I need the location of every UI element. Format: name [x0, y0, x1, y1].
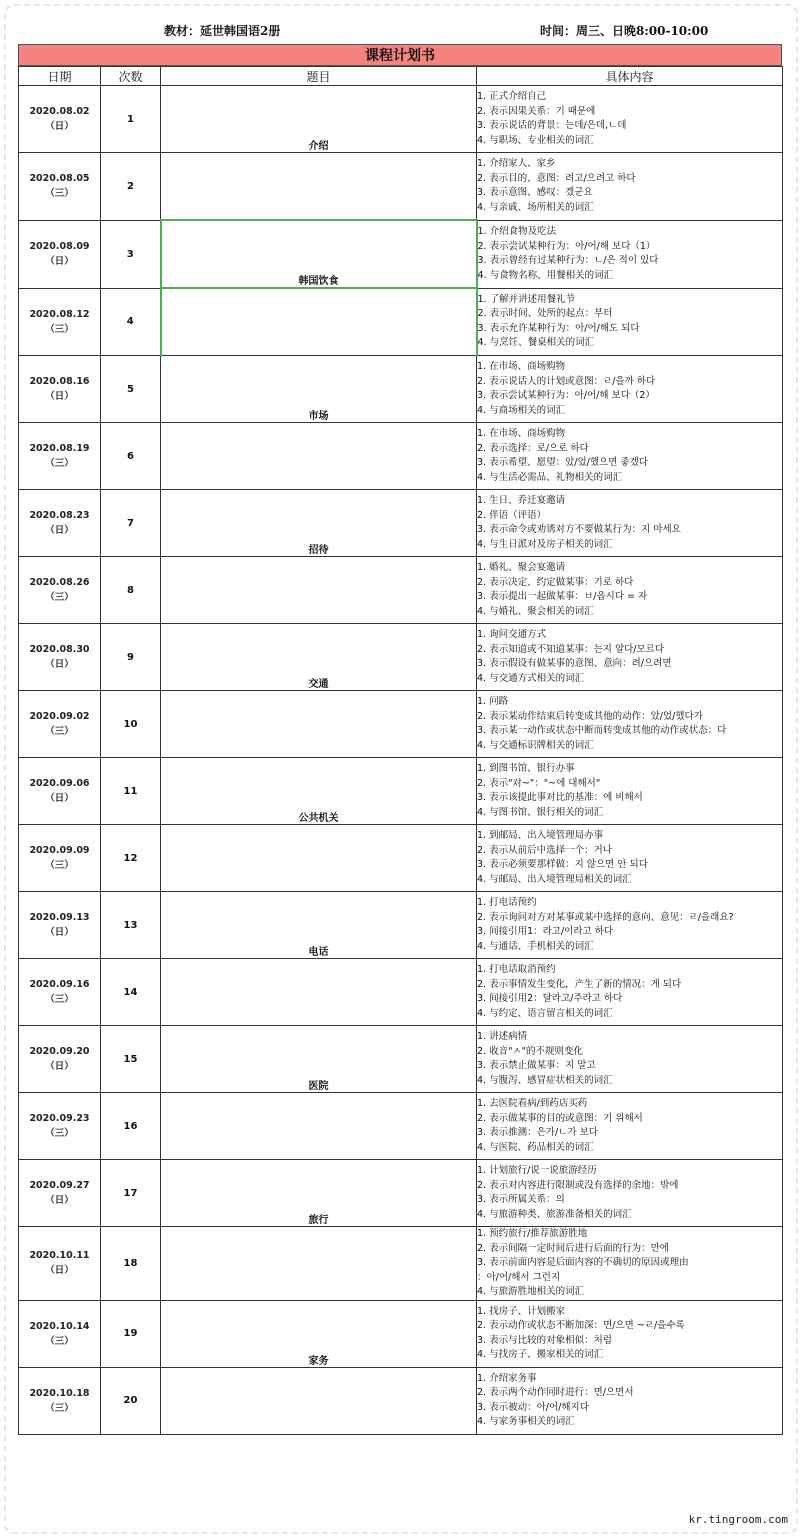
content-line: 3. 表示推测：은가/ㄴ가 보다 [477, 1127, 598, 1138]
date-cell [19, 1300, 101, 1367]
date-cell [19, 1093, 101, 1160]
date-cell [19, 86, 101, 153]
content-line: 2. 表示知道或不知道某事：는지 알다/모르다 [477, 643, 665, 655]
content-line: 3. 表示假设有做某事的意图、意向：려/으려면 [477, 658, 672, 669]
content-line: 2. 表示事情发生变化，产生了新的情况：게 되다 [477, 978, 682, 990]
content-line: 3. 表示命令或劝诱对方不要做某行为：지 마세요 [477, 524, 681, 535]
weekday-text: （日） [45, 659, 74, 670]
topic-cell [161, 356, 477, 423]
content-line: 1. 到邮局、出入境管理局办事 [477, 830, 604, 841]
date-cell [19, 356, 101, 423]
content-line: 1. 在市场、商场购物 [477, 428, 566, 439]
date-text: 2020.09.20 [29, 1046, 90, 1057]
weekday-text: （日） [45, 391, 74, 402]
topic-cell [161, 86, 477, 153]
content-line: 1. 询问交通方式 [477, 629, 547, 640]
topic-cell [161, 557, 477, 624]
content-line: 2. 表示说话人的计划或意图：ㄹ/을까 하다 [477, 375, 656, 387]
content-line: 2. 表示对内容进行限制或没有选择的余地：밖에 [477, 1179, 679, 1191]
content-line: 1. 到图书馆、银行办事 [477, 763, 575, 774]
content-line: 2. 伴语（评语） [477, 509, 547, 521]
content-cell [477, 825, 783, 892]
date-cell [19, 1160, 101, 1227]
table-row [19, 1367, 783, 1434]
weekday-text: （日） [45, 121, 74, 132]
topic-cell [161, 892, 477, 959]
content-line: 1. 找房子、计划搬家 [477, 1305, 566, 1317]
date-cell [19, 288, 101, 356]
content-line: 4. 与通话、手机相关的词汇 [477, 940, 594, 952]
content-line: 4. 与烹饪、餐桌相关的词汇 [477, 337, 595, 349]
content-line: 2. 表示两个动作同时进行：면/으면서 [477, 1387, 634, 1398]
date-cell [19, 825, 101, 892]
topic-cell [161, 1160, 477, 1227]
topic-text: 公共机关 [298, 813, 339, 824]
table-row [19, 1093, 783, 1160]
weekday-text: （三） [45, 860, 74, 871]
content-cell [477, 1093, 783, 1160]
content-line: 1. 正式介绍自己 [477, 91, 547, 102]
topic-cell [161, 423, 477, 490]
table-row [19, 288, 783, 356]
date-text: 2020.09.23 [29, 1113, 90, 1124]
date-cell [19, 959, 101, 1026]
page-header [0, 22, 800, 40]
content-line: 3. 表示被动：아/어/해지다 [477, 1401, 589, 1413]
date-text: 2020.08.09 [29, 241, 90, 252]
weekday-text: （三） [45, 188, 74, 200]
table-row [19, 557, 783, 624]
content-line: 4. 与旅游胜地相关的词汇 [477, 1286, 585, 1297]
content-line: 4. 与职场、专业相关的词汇 [477, 134, 594, 146]
weekday-text: （三） [45, 1128, 74, 1139]
weekday-text: （日） [45, 525, 74, 536]
weekday-text: （日） [45, 927, 74, 938]
date-cell [19, 1026, 101, 1093]
session-number: 19 [101, 1300, 161, 1367]
date-text: 2020.09.02 [29, 711, 90, 722]
content-line: 4. 与旅游种类、旅游准备相关的词汇 [477, 1208, 632, 1220]
weekday-text: （三） [45, 592, 74, 603]
textbook-label: 教材：延世韩国语2册 [164, 24, 281, 38]
topic-text: 韩国饮食 [298, 276, 339, 287]
content-line: 1. 生日、乔迁宴邀请 [477, 495, 566, 506]
content-line: 1. 去医院看病/到药店买药 [477, 1098, 588, 1109]
content-line: 4. 与交通方式相关的词汇 [477, 672, 585, 684]
date-cell [19, 490, 101, 557]
content-cell [477, 1160, 783, 1227]
session-number: 5 [101, 356, 161, 423]
content-line: 4. 与商场相关的词汇 [477, 404, 566, 416]
table-header-row [19, 67, 783, 86]
content-cell [477, 490, 783, 557]
content-line: 3. 表示前面内容是后面内容的不确切的原因或理由 [477, 1257, 689, 1268]
content-line: 1. 在市场、商场购物 [477, 361, 566, 372]
content-line: 3. 表示曾经有过某种行为：ㄴ/은 적이 있다 [477, 255, 659, 266]
content-line: 3. 表示与比较的对象相似：처럼 [477, 1334, 612, 1346]
content-line: 3. 表示提出一起做某事：ㅂ/읍시다 = 자 [477, 591, 648, 602]
content-cell [477, 86, 783, 153]
session-number: 18 [101, 1227, 161, 1301]
table-row [19, 624, 783, 691]
weekday-text: （日） [45, 1061, 74, 1072]
date-text: 2020.08.26 [29, 577, 90, 588]
topic-cell [161, 1300, 477, 1367]
content-line: 1. 预约旅行/推荐旅游胜地 [477, 1228, 588, 1239]
topic-cell [161, 1367, 477, 1434]
content-cell [477, 423, 783, 490]
content-line: 3. 表示所属关系：의 [477, 1194, 565, 1205]
weekday-text: （三） [45, 726, 74, 737]
content-cell [477, 356, 783, 423]
topic-cell [161, 825, 477, 892]
content-line: 3. 表示说话的背景：는데/은데,ㄴ데 [477, 120, 627, 131]
session-number: 15 [101, 1026, 161, 1093]
session-number: 17 [101, 1160, 161, 1227]
topic-cell [161, 220, 477, 288]
topic-cell [161, 490, 477, 557]
content-line: 4. 与亲戚、场所相关的词汇 [477, 201, 594, 213]
topic-text: 招待 [308, 545, 329, 556]
content-line: 1. 打电话预约 [477, 897, 537, 908]
session-number: 14 [101, 959, 161, 1026]
content-line: 2. 表示尝试某种行为：아/어/해 보다（1） [477, 240, 656, 252]
content-line: 3. 间接引用2：달라고/주라고 하다 [477, 993, 623, 1004]
content-line: 1. 问路 [477, 696, 509, 707]
content-line: 4. 与医院、药品相关的词汇 [477, 1141, 594, 1153]
table-row [19, 153, 783, 221]
date-cell [19, 423, 101, 490]
session-number: 6 [101, 423, 161, 490]
date-cell [19, 1367, 101, 1434]
weekday-text: （日） [45, 793, 74, 804]
content-line: 4. 与约定、语言留言相关的词汇 [477, 1007, 613, 1019]
date-cell [19, 691, 101, 758]
col-header-count: 次数 [101, 67, 161, 86]
date-cell [19, 153, 101, 221]
date-text: 2020.10.14 [29, 1320, 90, 1332]
table-row [19, 892, 783, 959]
date-text: 2020.08.05 [29, 173, 90, 185]
table-row [19, 490, 783, 557]
session-number: 12 [101, 825, 161, 892]
topic-text: 介绍 [308, 141, 329, 152]
session-number: 20 [101, 1367, 161, 1434]
content-line: 2. 表示某动作结束后转变成其他的动作：았/었/했다가 [477, 710, 703, 722]
content-line: 3. 间接引用1：라고/이라고 하다 [477, 926, 614, 937]
content-cell [477, 959, 783, 1026]
date-text: 2020.09.13 [29, 912, 90, 923]
date-cell [19, 557, 101, 624]
table-row [19, 1160, 783, 1227]
content-line: 3. 表示禁止做某事：지 말고 [477, 1060, 596, 1071]
content-line: 3. 表示希望、愿望：았/었/했으면 좋겠다 [477, 457, 648, 468]
content-line: 4. 与图书馆、银行相关的词汇 [477, 806, 604, 818]
topic-cell [161, 288, 477, 356]
weekday-text: （三） [45, 1402, 74, 1414]
content-line: 3. 表示该提此事对比的基准：에 비해서 [477, 792, 643, 803]
content-cell [477, 892, 783, 959]
date-text: 2020.10.18 [29, 1387, 90, 1399]
table-body [19, 86, 783, 1435]
session-number: 4 [101, 288, 161, 356]
date-cell [19, 624, 101, 691]
table-row [19, 423, 783, 490]
table-row [19, 1227, 783, 1301]
date-text: 2020.08.23 [29, 510, 90, 521]
topic-text: 旅行 [308, 1215, 329, 1226]
content-line: 1. 介绍食物及吃法 [477, 226, 557, 237]
date-text: 2020.08.30 [29, 644, 90, 655]
course-plan-table [18, 66, 783, 1435]
topic-cell [161, 1093, 477, 1160]
weekday-text: （日） [45, 1265, 74, 1277]
session-number: 13 [101, 892, 161, 959]
table-row [19, 691, 783, 758]
table-row [19, 825, 783, 892]
content-line: 4. 与家务事相关的词汇 [477, 1416, 575, 1427]
content-line: 3. 表示意图、感叹：겠군요 [477, 187, 593, 199]
content-line: 2. 表示"对~"："~에 대해서" [477, 777, 601, 789]
content-line: 1. 介绍家人、家乡 [477, 158, 556, 170]
session-number: 8 [101, 557, 161, 624]
date-text: 2020.08.12 [29, 308, 90, 320]
topic-cell [161, 153, 477, 221]
content-line: 1. 介绍家务事 [477, 1372, 537, 1384]
content-cell [477, 1227, 783, 1301]
date-text: 2020.09.06 [29, 778, 90, 789]
date-text: 2020.09.27 [29, 1180, 90, 1191]
content-line: 2. 表示间隔一定时间后进行后面的行为：만에 [477, 1242, 669, 1254]
content-line: 2. 表示因果关系：기 때문에 [477, 105, 596, 117]
content-line: 4. 与邮局、出入境管理局相关的词汇 [477, 873, 632, 885]
content-line: 3. 表示尝试某种行为：아/어/해 보다（2） [477, 390, 655, 401]
content-line: 1. 婚礼、聚会宴邀请 [477, 562, 566, 573]
content-line: 2. 表示动作或状态不断加深：면/으면 ~ㄹ/을수록 [477, 1320, 685, 1331]
topic-cell [161, 1227, 477, 1301]
content-cell [477, 758, 783, 825]
topic-cell [161, 1026, 477, 1093]
topic-cell [161, 624, 477, 691]
col-header-content: 具体内容 [477, 67, 783, 86]
content-line: 2. 表示选择：로/으로 하다 [477, 442, 589, 454]
content-line: 2. 表示决定、约定做某事：기로 하다 [477, 576, 634, 588]
date-text: 2020.09.09 [29, 845, 90, 856]
date-text: 2020.08.19 [29, 443, 90, 454]
content-cell [477, 624, 783, 691]
content-line: 4. 与生日派对及房子相关的词汇 [477, 538, 613, 550]
topic-text: 电话 [308, 947, 329, 958]
content-line: 3. 表示某一动作或状态中断而转变成其他的动作或状态：다 [477, 725, 727, 736]
content-cell [477, 153, 783, 221]
date-text: 2020.10.11 [29, 1250, 90, 1262]
weekday-text: （三） [45, 1335, 74, 1347]
weekday-text: （日） [45, 256, 74, 267]
content-line: 4. 与腹泻、感冒症状相关的词汇 [477, 1074, 613, 1086]
table-row [19, 758, 783, 825]
session-number: 7 [101, 490, 161, 557]
weekday-text: （三） [45, 323, 74, 335]
content-line: 2. 表示时间、处所的起点：부터 [477, 308, 613, 320]
col-header-date: 日期 [19, 67, 101, 86]
table-row [19, 220, 783, 288]
content-cell [477, 220, 783, 288]
content-line: 2. 表示询问对方对某事或某中选择的意向、意见：ㄹ/을래요? [477, 911, 734, 923]
session-number: 11 [101, 758, 161, 825]
topic-cell [161, 959, 477, 1026]
topic-text: 市场 [308, 411, 329, 422]
date-text: 2020.08.16 [29, 376, 90, 387]
col-header-topic: 题目 [161, 67, 477, 86]
content-line: 4. 与交通标识牌相关的词汇 [477, 739, 594, 751]
session-number: 1 [101, 86, 161, 153]
date-cell [19, 892, 101, 959]
weekday-text: （日） [45, 1195, 74, 1206]
date-cell [19, 220, 101, 288]
table-row [19, 86, 783, 153]
content-line: 3. 表示允许某种行为：아/어/해도 되다 [477, 322, 640, 334]
content-line: 4. 与生活必需品、礼物相关的词汇 [477, 471, 623, 483]
table-row [19, 959, 783, 1026]
content-line: 1. 打电话取消预约 [477, 964, 556, 975]
date-cell [19, 1227, 101, 1301]
session-number: 3 [101, 220, 161, 288]
session-number: 16 [101, 1093, 161, 1160]
table-row [19, 1300, 783, 1367]
session-number: 10 [101, 691, 161, 758]
content-line: 3. 表示必须要那样做：지 않으면 안 되다 [477, 859, 648, 870]
content-cell [477, 1026, 783, 1093]
content-line: 4. 与找房子、搬家相关的词汇 [477, 1349, 604, 1360]
date-text: 2020.09.16 [29, 979, 90, 990]
content-line: 2. 表示做某事的目的或意图：기 위해서 [477, 1112, 643, 1124]
watermark: kr.tingroom.com [688, 1513, 788, 1526]
content-line: 2. 收音"ㅅ"的不规则变化 [477, 1045, 584, 1057]
content-cell [477, 691, 783, 758]
content-line: 1. 了解并讲述用餐礼节 [477, 293, 576, 305]
topic-cell [161, 691, 477, 758]
date-text: 2020.08.02 [29, 106, 90, 117]
table-row [19, 356, 783, 423]
content-line: 2. 表示从前后中选择一个：거나 [477, 844, 612, 856]
content-line: 4. 与食物名称、用餐相关的词汇 [477, 269, 614, 281]
schedule-time-label: 时间：周三、日晚8:00-10:00 [540, 24, 709, 38]
topic-text: 交通 [308, 679, 329, 690]
content-line: 2. 表示目的、意图：려고/으려고 하다 [477, 172, 636, 184]
topic-text: 家务 [308, 1355, 329, 1367]
weekday-text: （三） [45, 994, 74, 1005]
topic-cell [161, 758, 477, 825]
content-line: ：아/어/해서 그런지 [477, 1271, 561, 1283]
weekday-text: （三） [45, 458, 74, 469]
table-row [19, 1026, 783, 1093]
plan-title: 课程计划书 [18, 44, 782, 66]
content-cell [477, 557, 783, 624]
date-cell [19, 758, 101, 825]
content-cell [477, 1367, 783, 1434]
content-line: 1. 计划旅行/说一说旅游经历 [477, 1165, 597, 1176]
content-cell [477, 288, 783, 356]
content-line: 1. 讲述病情 [477, 1031, 528, 1042]
session-number: 9 [101, 624, 161, 691]
session-number: 2 [101, 153, 161, 221]
topic-text: 医院 [308, 1081, 329, 1092]
content-cell [477, 1300, 783, 1367]
content-line: 4. 与婚礼、聚会相关的词汇 [477, 605, 594, 617]
